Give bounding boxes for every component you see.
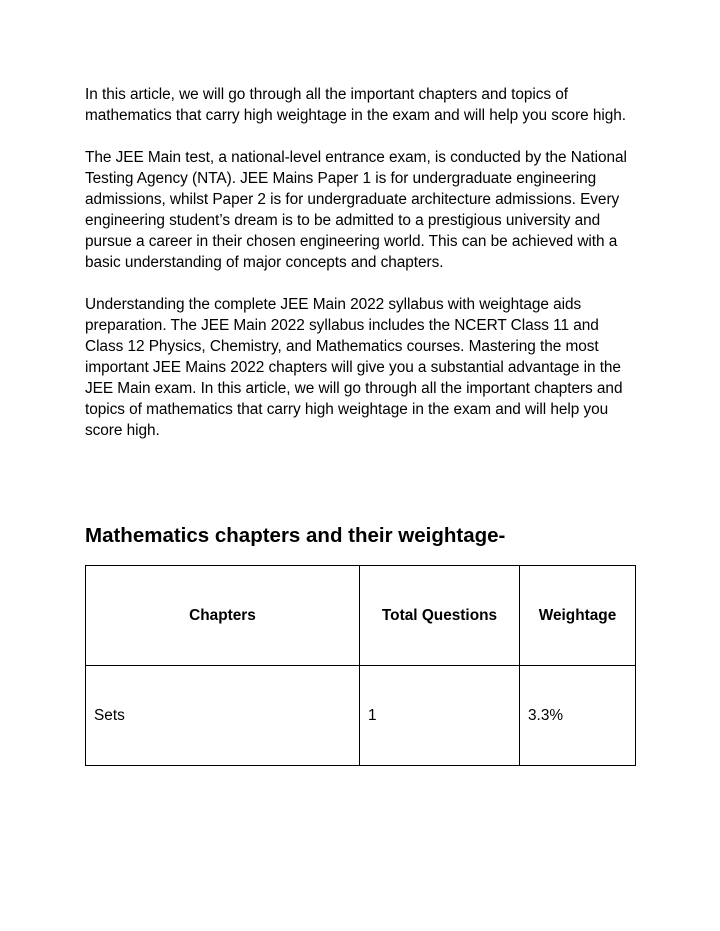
header-weightage: Weightage	[520, 566, 636, 666]
cell-total-questions: 1	[360, 666, 520, 766]
header-total-questions: Total Questions	[360, 566, 520, 666]
table-header-row	[86, 566, 636, 666]
intro-paragraph: In this article, we will go through all the important chapters and topics of mathematics that carry high weightage in the exam and will help you score high.	[85, 86, 626, 124]
section-heading: Mathematics chapters and their weightage-	[85, 524, 506, 547]
jee-overview-paragraph: The JEE Main test, a national-level entrance exam, is conducted by the National Testing Agency (NTA). JEE Mains Paper 1 is for undergraduate engineering admissions, whilst Paper 2 is for undergraduate architecture admissions. Every engineering student’s dream is to be admitted to a prestigious university and pursue a career in their chosen engineering world. This can be achieved with a basic understanding of major concepts and chapters.	[85, 149, 627, 271]
weightage-table	[85, 565, 636, 766]
cell-chapter: Sets	[86, 666, 360, 766]
article-body	[85, 84, 637, 462]
cell-weightage: 3.3%	[520, 666, 636, 766]
table-row	[86, 666, 636, 766]
syllabus-paragraph: Understanding the complete JEE Main 2022 syllabus with weightage aids preparation. The JEE Main 2022 syllabus includes the NCERT Class 11 and Class 12 Physics, Chemistry, and Mathematics courses. Mastering the most important JEE Mains 2022 chapters will give you a substantial advantage in the JEE Main exam. In this article, we will go through all the important chapters and topics of mathematics that carry high weightage in the exam and will help you score high.	[85, 296, 623, 439]
header-chapters: Chapters	[86, 566, 360, 666]
